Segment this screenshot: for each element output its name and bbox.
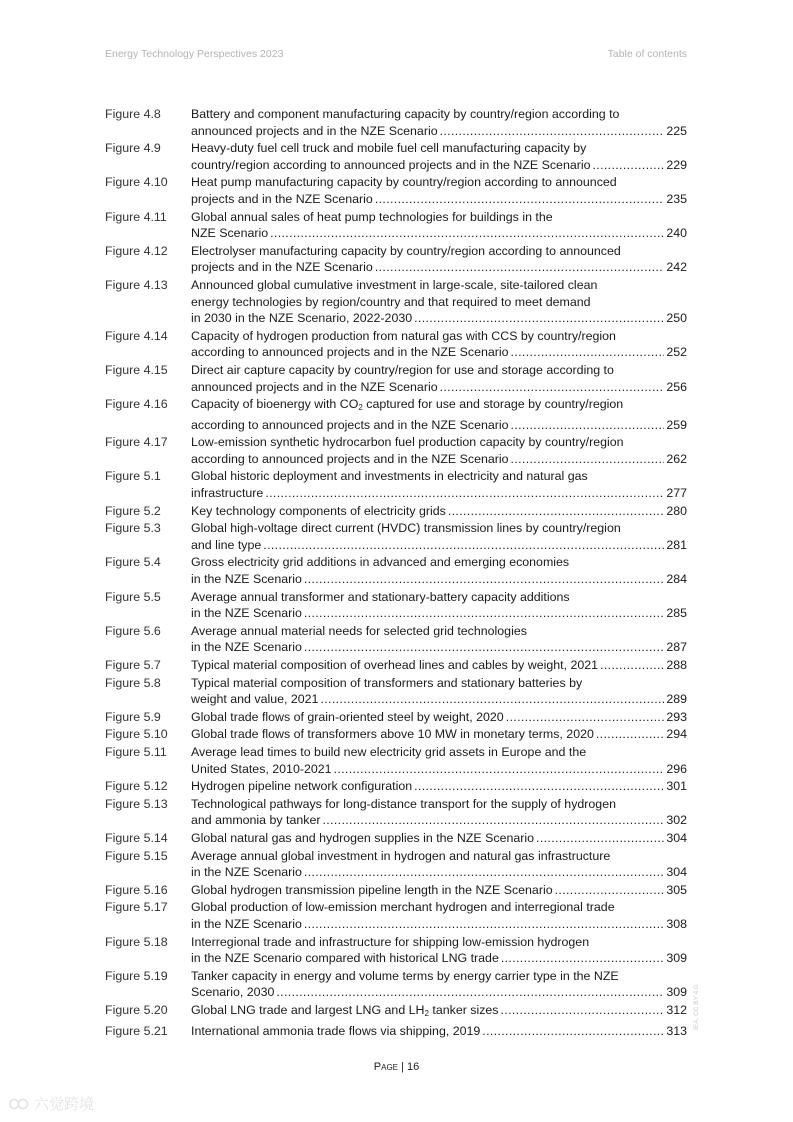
toc-entry[interactable] xyxy=(105,140,687,173)
figure-title-line: Average annual transformer and stationary-battery capacity additions xyxy=(191,589,570,604)
page-number: 312 xyxy=(666,1002,687,1017)
figure-title-line: infrastructure xyxy=(191,486,264,501)
figure-title-line: Interregional trade and infrastructure for shipping low-emission hydrogen xyxy=(191,934,590,949)
figure-title xyxy=(191,726,687,743)
figure-label: Figure 4.14 xyxy=(105,328,168,343)
figure-label: Figure 5.16 xyxy=(105,882,168,897)
figure-label: Figure 4.17 xyxy=(105,435,168,450)
running-header-title: Energy Technology Perspectives 2023 xyxy=(105,48,284,60)
figure-title-line: in the NZE Scenario xyxy=(191,916,302,931)
page-number: 229 xyxy=(666,157,687,172)
toc-entry[interactable] xyxy=(105,362,687,395)
figure-title xyxy=(191,778,687,795)
figure-title-line: Low-emission synthetic hydrocarbon fuel production capacity by country/region xyxy=(191,435,624,450)
dot-leader xyxy=(511,417,665,434)
dot-leader xyxy=(501,1002,665,1023)
figure-label: Figure 5.1 xyxy=(105,469,161,484)
figure-title-line: International ammonia trade flows via shipping, 2019 xyxy=(191,1024,481,1039)
figure-title-line: Global natural gas and hydrogen supplies in the NZE Scenario xyxy=(191,830,535,845)
figure-label: Figure 5.15 xyxy=(105,848,168,863)
figure-label: Figure 5.7 xyxy=(105,658,161,672)
dot-leader xyxy=(511,451,665,468)
page-number: 313 xyxy=(666,1024,687,1039)
figure-title-line: Average annual global investment in hydrogen and natural gas infrastructure xyxy=(191,848,611,863)
figure-label: Figure 5.12 xyxy=(105,779,168,794)
page-number: 294 xyxy=(666,727,687,742)
dot-leader xyxy=(334,761,665,778)
figure-title-line: Hydrogen pipeline network configuration xyxy=(191,779,413,794)
figure-title-line: in the NZE Scenario xyxy=(191,606,302,621)
dot-leader xyxy=(511,344,665,361)
figure-title xyxy=(191,396,687,433)
figure-title-line: Electrolyser manufacturing capacity by country/region according to announced xyxy=(191,243,621,258)
figure-title xyxy=(191,657,687,674)
figure-label: Figure 5.20 xyxy=(105,1002,168,1017)
page-number: 277 xyxy=(666,486,687,501)
figure-title-line: according to announced projects and in the NZE Scenario xyxy=(191,451,509,466)
dot-leader xyxy=(375,259,664,276)
dot-leader xyxy=(304,864,664,881)
toc-entry[interactable] xyxy=(105,744,687,777)
figure-label: Figure 5.19 xyxy=(105,968,168,983)
figure-title-line: Battery and component manufacturing capacity by country/region according to xyxy=(191,107,620,121)
dot-leader xyxy=(414,778,664,795)
figure-title xyxy=(191,503,687,520)
figure-label: Figure 5.5 xyxy=(105,589,161,604)
figure-title xyxy=(191,520,687,553)
page-number: 308 xyxy=(666,916,687,931)
toc-entry[interactable] xyxy=(105,899,687,932)
figure-title xyxy=(191,243,687,276)
toc-entry[interactable] xyxy=(105,520,687,553)
figure-title xyxy=(191,623,687,656)
figure-label: Figure 4.16 xyxy=(105,397,168,412)
figure-title xyxy=(191,1002,687,1023)
page-number: 304 xyxy=(666,830,687,845)
dot-leader xyxy=(593,157,665,174)
footer-page-word: Page xyxy=(373,1061,398,1073)
figure-label: Figure 5.14 xyxy=(105,830,168,845)
figure-title xyxy=(191,209,687,242)
watermark xyxy=(8,1093,94,1114)
page-number: 296 xyxy=(666,761,687,776)
figure-title xyxy=(191,830,687,847)
toc-entry[interactable] xyxy=(105,434,687,467)
figure-title-line: in the NZE Scenario xyxy=(191,572,302,587)
figure-title-line: Global trade flows of grain-oriented steel by weight, 2020 xyxy=(191,709,504,724)
page-number: 235 xyxy=(666,191,687,206)
page-number: 309 xyxy=(666,951,687,966)
figure-label: Figure 4.13 xyxy=(105,277,168,292)
dot-leader xyxy=(270,225,664,242)
toc-entry[interactable] xyxy=(105,209,687,242)
dot-leader xyxy=(263,537,664,554)
figure-title-line: projects and in the NZE Scenario xyxy=(191,191,373,206)
figure-title-line: weight and value, 2021 xyxy=(191,692,319,707)
figure-label: Figure 5.9 xyxy=(105,709,161,724)
figure-title xyxy=(191,174,687,207)
figure-label: Figure 5.8 xyxy=(105,675,161,690)
figure-title-line: Global high-voltage direct current (HVDC) transmission lines by country/region xyxy=(191,521,621,536)
page-number: 242 xyxy=(666,260,687,275)
toc-entry[interactable] xyxy=(105,848,687,881)
figure-title-line: Global production of low-emission merchant hydrogen and interregional trade xyxy=(191,900,615,915)
dot-leader xyxy=(414,310,664,327)
figure-title-line: according to announced projects and in the NZE Scenario xyxy=(191,345,509,360)
page-number: 259 xyxy=(666,417,687,432)
figure-title-line: energy technologies by region/country and that required to meet demand xyxy=(191,294,591,309)
figure-title-line: NZE Scenario xyxy=(191,226,269,241)
page-number: 240 xyxy=(666,226,687,241)
dot-leader xyxy=(555,882,665,899)
figure-title-line: Direct air capture capacity by country/region for use and storage according to xyxy=(191,362,614,377)
table-of-figures xyxy=(105,106,687,1041)
figure-title-line: Average annual material needs for selected grid technologies xyxy=(191,623,527,638)
toc-entry[interactable] xyxy=(105,934,687,967)
license-note: IEA. CC BY 4.0. xyxy=(693,983,700,1030)
figure-label: Figure 4.12 xyxy=(105,243,168,258)
figure-title-line: Gross electricity grid additions in advanced and emerging economies xyxy=(191,555,570,570)
figure-title-line: Announced global cumulative investment in large-scale, site-tailored clean xyxy=(191,277,598,292)
toc-entry[interactable] xyxy=(105,503,687,520)
figure-title-line: country/region according to announced projects and in the NZE Scenario xyxy=(191,157,591,172)
page-number: 287 xyxy=(666,640,687,655)
figure-title-line: Global hydrogen transmission pipeline length in the NZE Scenario xyxy=(191,882,553,897)
toc-entry[interactable] xyxy=(105,726,687,743)
toc-entry[interactable] xyxy=(105,277,687,327)
figure-label: Figure 5.2 xyxy=(105,503,161,518)
page-number: 289 xyxy=(666,692,687,707)
figure-label: Figure 5.6 xyxy=(105,623,161,638)
dot-leader xyxy=(304,916,664,933)
dot-leader xyxy=(482,1023,664,1040)
toc-entry[interactable] xyxy=(105,1023,687,1040)
figure-label: Figure 4.10 xyxy=(105,175,168,190)
figure-title-line: Typical material composition of transformers and stationary batteries by xyxy=(191,675,583,690)
watermark-text: 六觉跨境 xyxy=(34,1096,95,1113)
figure-title-line: projects and in the NZE Scenario xyxy=(191,260,373,275)
dot-leader xyxy=(276,984,664,1001)
toc-entry[interactable] xyxy=(105,396,687,433)
page-number: 301 xyxy=(666,779,687,794)
figure-title-line: announced projects and in the NZE Scenario xyxy=(191,123,438,138)
figure-title-line: Global annual sales of heat pump technologies for buildings in the xyxy=(191,209,553,224)
figure-title xyxy=(191,434,687,467)
figure-label: Figure 5.21 xyxy=(105,1024,168,1039)
figure-title-line: according to announced projects and in the NZE Scenario xyxy=(191,417,509,432)
figure-label: Figure 5.18 xyxy=(105,934,168,949)
figure-title-line: Capacity of hydrogen production from natural gas with CCS by country/region xyxy=(191,328,616,343)
toc-entry[interactable] xyxy=(105,657,687,674)
figure-label: Figure 4.15 xyxy=(105,362,168,377)
dot-leader xyxy=(323,812,665,829)
toc-entry[interactable] xyxy=(105,882,687,899)
page-number: 285 xyxy=(666,606,687,621)
figure-label: Figure 4.9 xyxy=(105,141,161,156)
figure-label: Figure 4.8 xyxy=(105,107,161,121)
figure-title xyxy=(191,709,687,726)
figure-title-line: Average lead times to build new electricity grid assets in Europe and the xyxy=(191,744,587,759)
page-number: 252 xyxy=(666,345,687,360)
page-number: 304 xyxy=(666,865,687,880)
toc-entry[interactable] xyxy=(105,174,687,207)
dot-leader xyxy=(304,605,664,622)
figure-title xyxy=(191,277,687,327)
figure-title-line: and line type xyxy=(191,537,262,552)
dot-leader xyxy=(375,191,664,208)
figure-label: Figure 5.17 xyxy=(105,900,168,915)
dot-leader xyxy=(600,657,664,674)
figure-title-line: Technological pathways for long-distance transport for the supply of hydrogen xyxy=(191,796,616,811)
figure-title-line: Typical material composition of overhead lines and cables by weight, 2021 xyxy=(191,658,599,672)
figure-title-line: Tanker capacity in energy and volume terms by energy carrier type in the NZE xyxy=(191,968,619,983)
figure-title xyxy=(191,675,687,708)
figure-title xyxy=(191,796,687,829)
watermark-logo-icon xyxy=(8,1097,30,1111)
figure-title xyxy=(191,934,687,967)
dot-leader xyxy=(304,571,664,588)
dot-leader xyxy=(304,639,664,656)
dot-leader xyxy=(596,726,664,743)
footer-page-number: 16 xyxy=(406,1061,420,1073)
figure-title-line: Global LNG trade and largest LNG and LH2 tanker sizes xyxy=(191,1002,499,1018)
toc-entry[interactable] xyxy=(105,830,687,847)
toc-entry[interactable] xyxy=(105,1002,687,1023)
figure-label: Figure 4.11 xyxy=(105,209,167,224)
figure-label: Figure 5.10 xyxy=(105,727,168,742)
dot-leader xyxy=(536,830,664,847)
page-number: 281 xyxy=(666,537,687,552)
figure-title-line: Key technology components of electricity grids xyxy=(191,503,446,518)
toc-entry[interactable] xyxy=(105,468,687,501)
toc-entry[interactable] xyxy=(105,778,687,795)
figure-title xyxy=(191,899,687,932)
page-number: 250 xyxy=(666,311,687,326)
page-number: 288 xyxy=(666,658,687,672)
page-number: 284 xyxy=(666,572,687,587)
figure-title-line: Capacity of bioenergy with CO2 captured for use and storage by country/region xyxy=(191,397,624,413)
figure-title xyxy=(191,968,687,1001)
toc-entry[interactable] xyxy=(105,968,687,1001)
figure-label: Figure 5.13 xyxy=(105,796,168,811)
figure-title-line: Global historic deployment and investments in electricity and natural gas xyxy=(191,469,588,484)
figure-title xyxy=(191,882,687,899)
figure-label: Figure 5.3 xyxy=(105,521,161,536)
toc-entry[interactable] xyxy=(105,554,687,587)
page-number: 293 xyxy=(666,709,687,724)
dot-leader xyxy=(265,485,664,502)
figure-title xyxy=(191,140,687,173)
figure-title xyxy=(191,1023,687,1040)
page-footer xyxy=(0,1061,793,1073)
figure-title-line: in the NZE Scenario xyxy=(191,865,302,880)
page-number: 305 xyxy=(666,882,687,897)
figure-title xyxy=(191,362,687,395)
page-number: 256 xyxy=(666,379,687,394)
figure-title xyxy=(191,554,687,587)
dot-leader xyxy=(440,123,665,140)
page-number: 280 xyxy=(666,503,687,518)
toc-entry[interactable] xyxy=(105,623,687,656)
figure-title-line: in 2030 in the NZE Scenario, 2022-2030 xyxy=(191,311,413,326)
figure-title-line: Heavy-duty fuel cell truck and mobile fuel cell manufacturing capacity by xyxy=(191,141,587,156)
page-number: 262 xyxy=(666,451,687,466)
footer-separator: | xyxy=(401,1061,404,1073)
figure-title-line: announced projects and in the NZE Scenario xyxy=(191,379,438,394)
page-number: 302 xyxy=(666,813,687,828)
toc-entry[interactable] xyxy=(105,106,687,139)
toc-entry[interactable] xyxy=(105,675,687,708)
figure-title xyxy=(191,468,687,501)
toc-entry[interactable] xyxy=(105,243,687,276)
running-header-section: Table of contents xyxy=(607,48,687,60)
figure-title xyxy=(191,328,687,361)
figure-title-line: Scenario, 2030 xyxy=(191,985,275,1000)
figure-label: Figure 5.4 xyxy=(105,555,161,570)
figure-title-line: and ammonia by tanker xyxy=(191,813,321,828)
figure-label: Figure 5.11 xyxy=(105,744,167,759)
toc-entry[interactable] xyxy=(105,328,687,361)
page-number: 309 xyxy=(666,985,687,1000)
dot-leader xyxy=(448,503,664,520)
toc-entry[interactable] xyxy=(105,709,687,726)
figure-title-line: Heat pump manufacturing capacity by country/region according to announced xyxy=(191,175,617,190)
dot-leader xyxy=(320,691,664,708)
figure-title xyxy=(191,106,687,139)
dot-leader xyxy=(506,709,665,726)
page-number: 225 xyxy=(666,123,687,138)
toc-entry[interactable] xyxy=(105,589,687,622)
figure-title-line: United States, 2010-2021 xyxy=(191,761,332,776)
figure-title-line: in the NZE Scenario compared with historical LNG trade xyxy=(191,951,499,966)
figure-title xyxy=(191,744,687,777)
figure-title xyxy=(191,589,687,622)
figure-title-line: Global trade flows of transformers above 10 MW in monetary terms, 2020 xyxy=(191,727,594,742)
dot-leader xyxy=(440,379,665,396)
dot-leader xyxy=(501,950,664,967)
figure-title xyxy=(191,848,687,881)
toc-entry[interactable] xyxy=(105,796,687,829)
figure-title-line: in the NZE Scenario xyxy=(191,640,302,655)
